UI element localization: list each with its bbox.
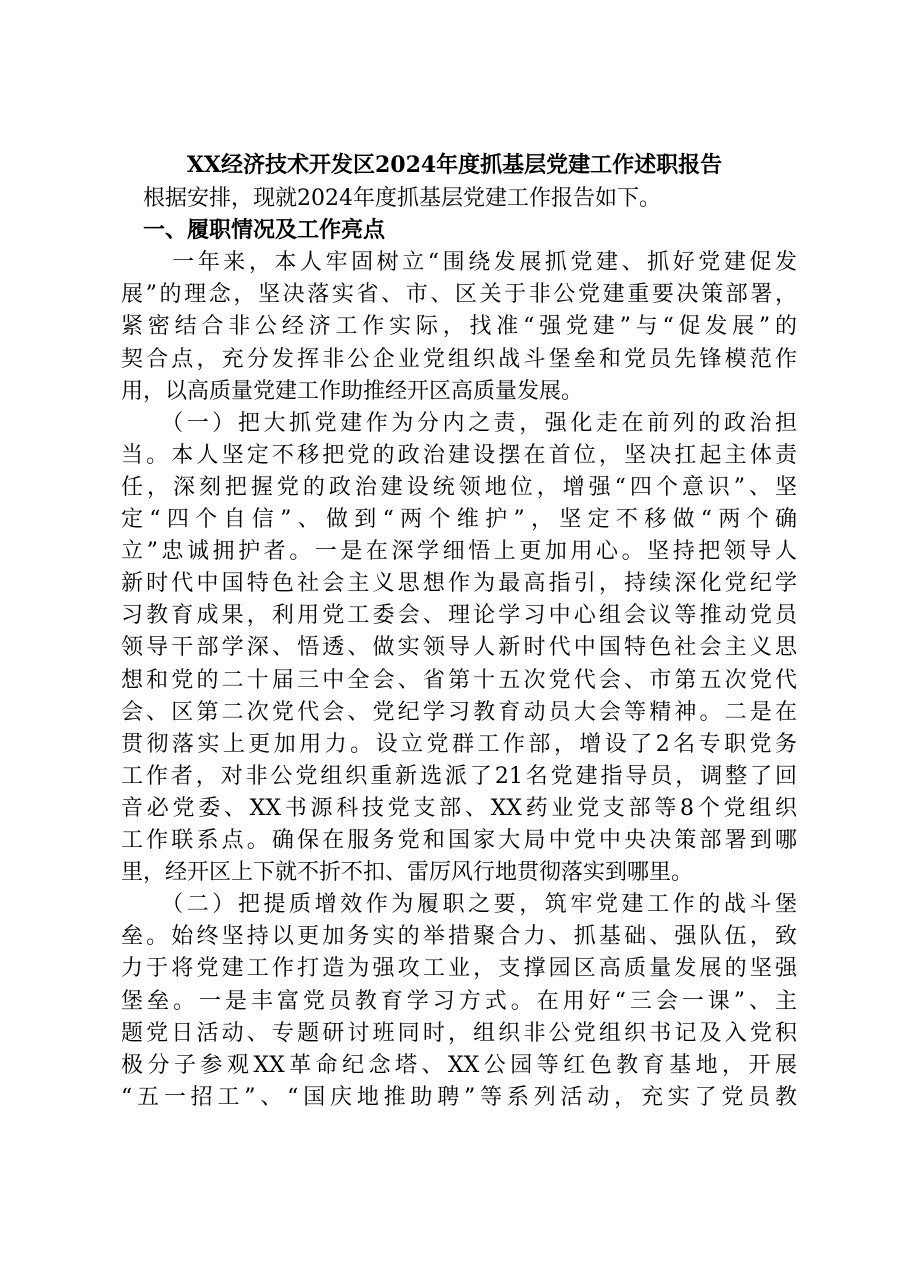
body-text-line: 垒。始终坚持以更加务实的举措聚合力、抓基础、强队伍，致 xyxy=(121,924,797,950)
body-text-line: 根据安排，现就2024年度抓基层党建工作报告如下。 xyxy=(121,186,661,211)
body-text-line: 题党日活动、专题研讨班同时，组织非公党组织书记及入党积 xyxy=(121,1020,797,1046)
body-text-line: 用，以高质量党建工作助推经开区高质量发展。 xyxy=(121,378,584,404)
body-text-line: 一年来，本人牢固树立“围绕发展抓党建、抓好党建促发 xyxy=(121,250,797,276)
body-text-line: 展”的理念，坚决落实省、市、区关于非公党建重要决策部署， xyxy=(121,282,797,308)
body-text-line: 紧密结合非公经济工作实际，找准“强党建”与“促发展”的 xyxy=(121,314,797,340)
body-text-line: 会、区第二次党代会、党纪学习教育动员大会等精神。二是在 xyxy=(121,699,797,725)
body-text-line: （一）把大抓党建作为分内之责，强化走在前列的政治担 xyxy=(121,410,797,436)
body-text-line: 当。本人坚定不移把党的政治建设摆在首位，坚决扛起主体责 xyxy=(121,442,797,468)
body-text-line: 里，经开区上下就不折不扣、雷厉风行地贯彻落实到哪里。 xyxy=(121,860,694,886)
body-text-line: 任，深刻把握党的政治建设统领地位，增强“四个意识”、坚 xyxy=(121,474,797,500)
body-text-line: “五一招工”、“国庆地推助聘”等系列活动，充实了党员教 xyxy=(121,1084,797,1110)
body-text-line: 立”忠诚拥护者。一是在深学细悟上更加用心。坚持把领导人 xyxy=(121,539,797,565)
body-text-line: 音必党委、XX书源科技党支部、XX药业党支部等8个党组织 xyxy=(121,795,797,821)
section-heading: 一、履职情况及工作亮点 xyxy=(121,218,386,244)
body-text-line: 定“四个自信”、做到“两个维护”，坚定不移做“两个确 xyxy=(121,507,797,532)
body-text-line: 贯彻落实上更加用力。设立党群工作部，增设了2名专职党务 xyxy=(121,731,797,757)
body-text-line: 极分子参观XX革命纪念塔、XX公园等红色教育基地，开展 xyxy=(121,1052,797,1078)
body-text-line: 堡垒。一是丰富党员教育学习方式。在用好“三会一课”、主 xyxy=(121,988,797,1014)
document-title: XX经济技术开发区2024年度抓基层党建工作述职报告 xyxy=(186,152,723,178)
body-text-line: 力于将党建工作打造为强攻工业，支撑园区高质量发展的坚强 xyxy=(121,956,797,982)
body-text-line: 工作联系点。确保在服务党和国家大局中党中央决策部署到哪 xyxy=(121,828,797,853)
body-text-line: 领导干部学深、悟透、做实领导人新时代中国特色社会主义思 xyxy=(121,635,797,661)
body-text-line: 契合点，充分发挥非公企业党组织战斗堡垒和党员先锋模范作 xyxy=(121,346,797,372)
body-text-line: （二）把提质增效作为履职之要，筑牢党建工作的战斗堡 xyxy=(121,892,797,918)
body-text-line: 工作者，对非公党组织重新选派了21名党建指导员，调整了回 xyxy=(121,763,797,789)
body-text-line: 新时代中国特色社会主义思想作为最高指引，持续深化党纪学 xyxy=(121,571,797,597)
body-text-line: 习教育成果，利用党工委会、理论学习中心组会议等推动党员 xyxy=(121,603,797,629)
body-text-line: 想和党的二十届三中全会、省第十五次党代会、市第五次党代 xyxy=(121,667,797,693)
